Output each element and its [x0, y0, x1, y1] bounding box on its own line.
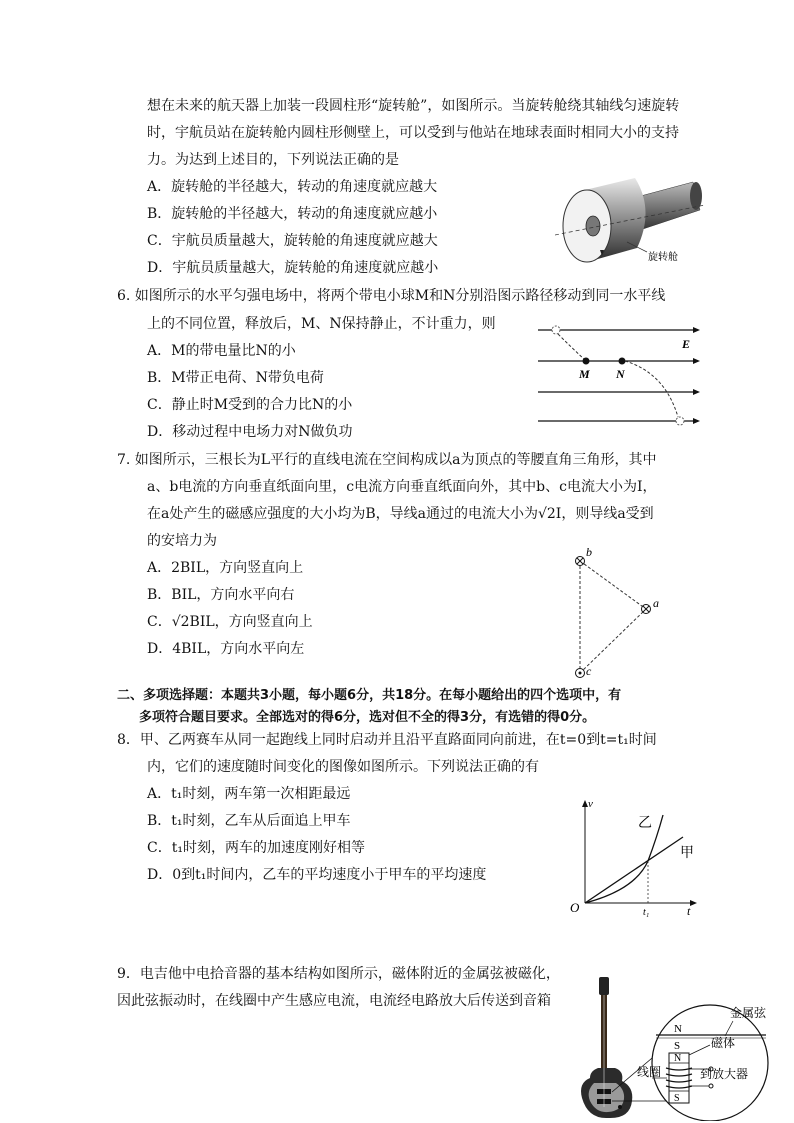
m-label: M [579, 367, 590, 381]
t1-label: t₁ [643, 907, 650, 918]
t-axis-label: t [687, 904, 691, 918]
q7-option-b: B．BIL，方向水平向右 [147, 587, 295, 603]
q6-option-d: D．移动过程中电场力对N做负功 [147, 424, 353, 440]
wire-c-label: c [586, 664, 592, 678]
q5-option-c: C．宇航员质量越大，旋转舱的角速度就应越大 [147, 233, 438, 249]
string-s-label: S [674, 1040, 681, 1052]
magnet-s-label: S [674, 1093, 680, 1104]
q5-stem-line2: 时，宇航员站在旋转舱内圆柱形侧壁上，可以受到与他站在地球表面时相同大小的支持 [147, 125, 679, 141]
q5-stem-line1: 想在未来的航天器上加装一段圆柱形“旋转舱”，如图所示。当旋转舱绕其轴线匀速旋转 [147, 98, 680, 114]
q6-option-a: A．M的带电量比N的小 [147, 343, 296, 359]
velocity-time-graph [565, 795, 705, 920]
coil-label: 线圈 [637, 1065, 662, 1079]
q7-stem-line3: 在a处产生的磁感应强度的大小均为B，导线a通过的电流大小为√2I，则导线a受到 [147, 506, 654, 522]
wire-triangle-figure [565, 545, 675, 685]
amplifier-label: 到放大器 [700, 1067, 749, 1081]
q8-option-b: B．t₁时刻，乙车从后面追上甲车 [147, 813, 351, 829]
q6-stem-line1: 6. 如图所示的水平匀强电场中，将两个带电小球M和N分别沿图示路径移动到同一水平线 [117, 288, 666, 304]
guitar-pickup-figure [570, 973, 785, 1121]
q6-stem-line2: 上的不同位置，释放后，M、N保持静止，不计重力，则 [147, 316, 496, 332]
q7-option-a: A．2BIL，方向竖直向上 [147, 560, 304, 576]
electric-field-figure [530, 318, 710, 430]
ball-n [619, 358, 626, 365]
q7-stem-line4: 的安培力为 [147, 533, 217, 549]
field-e-label: E [682, 337, 691, 351]
guitar-illustration [581, 977, 632, 1118]
q5-option-a: A．旋转舱的半径越大，转动的角速度就应越大 [147, 179, 438, 195]
rotating-cabin-label: 旋转舱 [648, 252, 678, 263]
section2-heading-line2: 多项符合题目要求。全部选对的得6分，选对但不全的得3分，有选错的得0分。 [139, 710, 596, 725]
magnet-label: 磁体 [711, 1036, 736, 1050]
string-n-label: N [674, 1023, 682, 1035]
rotating-cabin-figure [555, 170, 705, 275]
q7-option-c: C．√2BIL，方向竖直向上 [147, 614, 313, 630]
q9-stem-line2: 因此弦振动时，在线圈中产生感应电流，电流经电路放大后传送到音箱 [117, 993, 551, 1009]
q8-option-c: C．t₁时刻，两车的加速度刚好相等 [147, 840, 365, 856]
wire-a-label: a [653, 596, 659, 610]
jia-line [585, 837, 683, 903]
section2-heading-line1: 二、多项选择题：本题共3小题，每小题6分，共18分。在每小题给出的四个选项中，有 [117, 688, 622, 703]
magnet-n-label: N [674, 1053, 682, 1064]
q8-stem-line1: 8．甲、乙两赛车从同一起跑线上同时启动并且沿平直路面同向前进，在t=0到t=t₁时间 [117, 732, 657, 748]
q7-option-d: D．4BIL，方向水平向左 [147, 641, 305, 657]
q7-stem-line2: a、b电流的方向垂直纸面向里，c电流方向垂直纸面向外，其中b、c电流大小为I， [147, 479, 657, 495]
jia-label: 甲 [680, 846, 694, 861]
q6-option-c: C．静止时M受到的合力比N的小 [147, 397, 353, 413]
origin-label: O [570, 900, 580, 915]
yi-label: 乙 [638, 816, 652, 831]
wire-b-label: b [586, 545, 592, 559]
q5-option-d: D．宇航员质量越大，旋转舱的角速度就应越小 [147, 260, 439, 276]
q5-option-b: B．旋转舱的半径越大，转动的角速度就应越小 [147, 206, 438, 222]
q7-stem-line1: 7. 如图所示，三根长为L平行的直线电流在空间构成以a为顶点的等腰直角三角形，其中 [117, 452, 657, 468]
q6-option-b: B．M带正电荷、N带负电荷 [147, 370, 324, 386]
q8-stem-line2: 内，它们的速度随时间变化的图像如图所示。下列说法正确的有 [147, 759, 539, 775]
n-label: N [616, 367, 625, 381]
q8-option-d: D．0到t₁时间内，乙车的平均速度小于甲车的平均速度 [147, 867, 487, 883]
q8-option-a: A．t₁时刻，两车第一次相距最远 [147, 786, 351, 802]
v-axis-label: v [588, 798, 593, 810]
q9-stem-line1: 9．电吉他中电拾音器的基本结构如图所示，磁体附近的金属弦被磁化， [117, 966, 560, 982]
metal-string-label: 金属弦 [730, 1006, 767, 1020]
q5-stem-line3: 力。为达到上述目的，下列说法正确的是 [147, 152, 399, 168]
ball-m [583, 358, 590, 365]
